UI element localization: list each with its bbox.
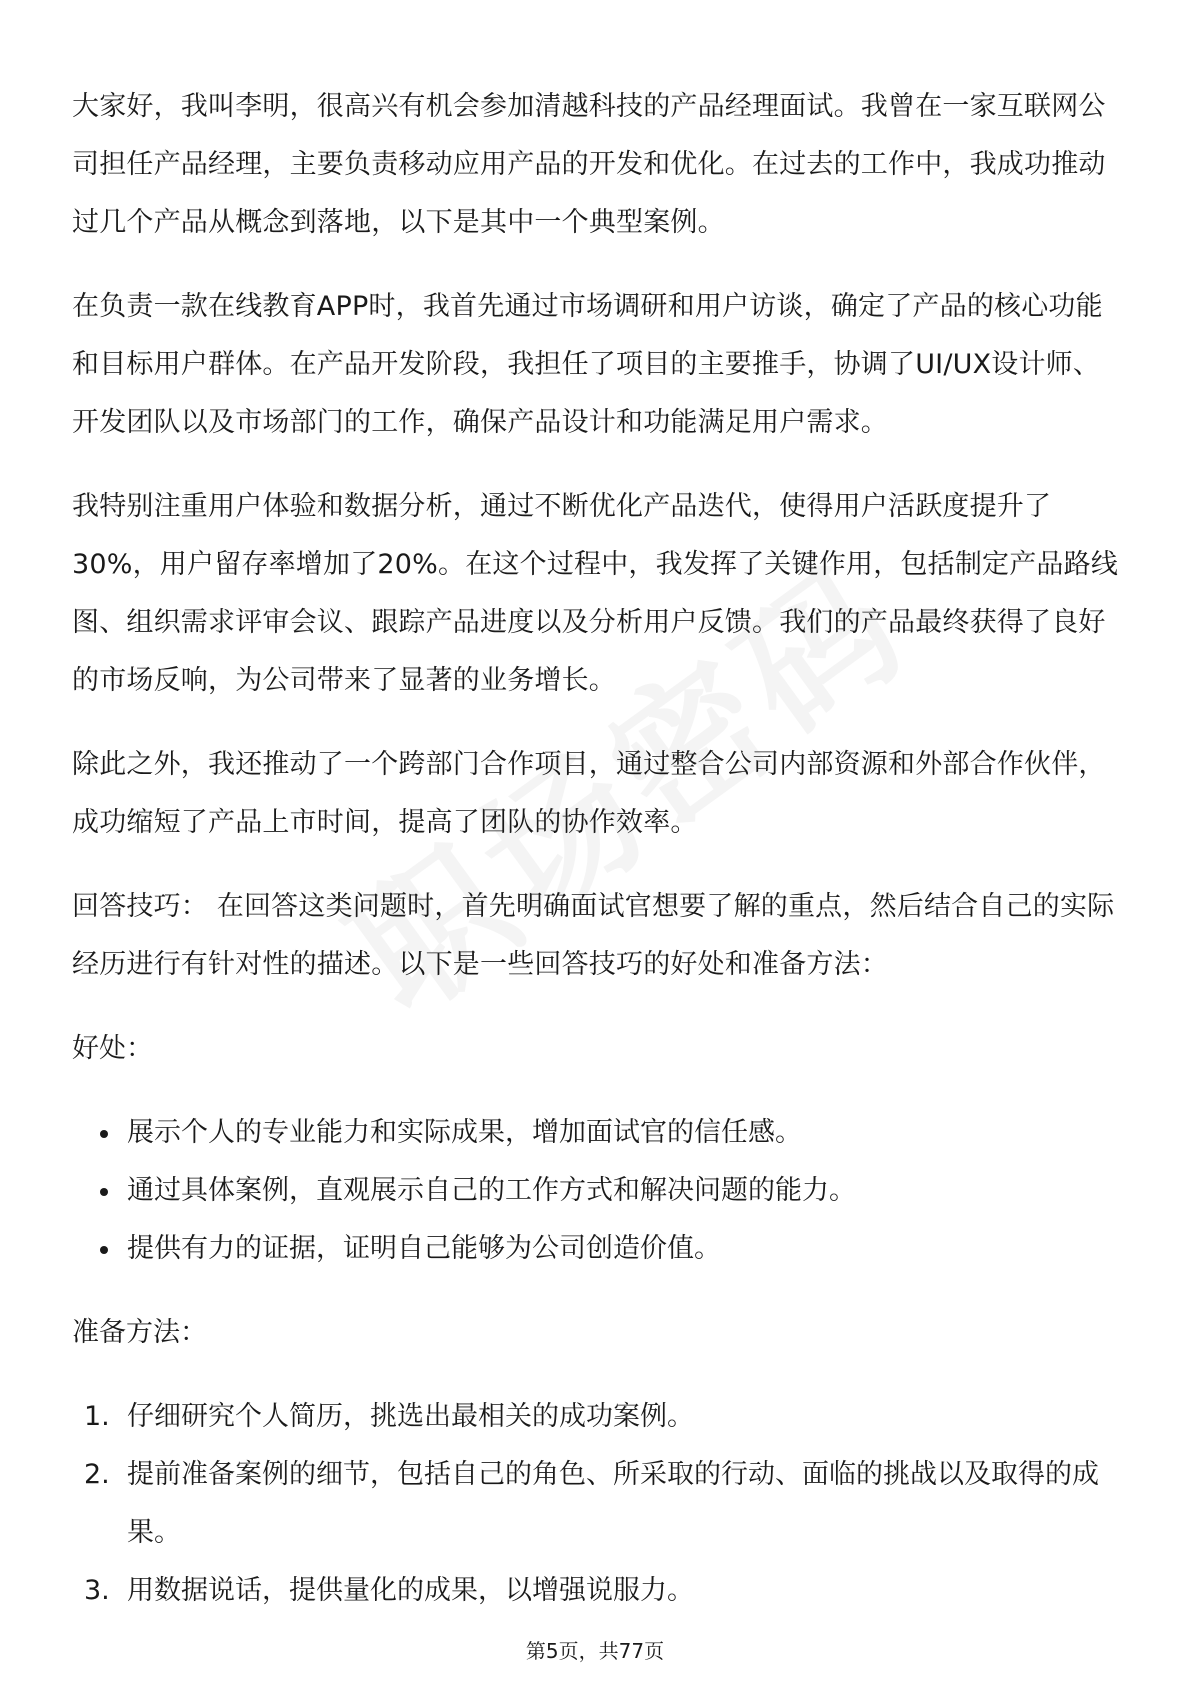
list-item-text: 提前准备案例的细节，包括自己的角色、所采取的行动、面临的挑战以及取得的成果。 (127, 1459, 1099, 1548)
bullet-icon (100, 1130, 108, 1138)
list-item-text: 仔细研究个人简历，挑选出最相关的成功案例。 (127, 1401, 694, 1432)
benefits-list (72, 1104, 1122, 1278)
paragraph-cross-team: 除此之外，我还推动了一个跨部门合作项目，通过整合公司内部资源和外部合作伙伴，成功缩短了产品上市时间，提高了团队的协作效率。 (72, 749, 1106, 838)
list-number: 1. (84, 1401, 110, 1432)
list-item (72, 1388, 1122, 1446)
bullet-icon (100, 1246, 108, 1254)
list-item (72, 1446, 1122, 1562)
list-number: 2. (84, 1459, 110, 1490)
paragraph-results: 我特别注重用户体验和数据分析，通过不断优化产品迭代，使得用户活跃度提升了30%，用户留存率增加了20%。在这个过程中，我发挥了关键作用，包括制定产品路线图、组织需求评审会议、跟踪产品进度以及分析用户反馈。我们的产品最终获得了良好的市场反响，为公司带来了显著的业务增长。 (72, 491, 1119, 696)
document-body (72, 78, 1122, 1620)
list-item-text: 用数据说话，提供量化的成果，以增强说服力。 (127, 1575, 694, 1606)
paragraph-intro: 大家好，我叫李明，很高兴有机会参加清越科技的产品经理面试。我曾在一家互联网公司担任产品经理，主要负责移动应用产品的开发和优化。在过去的工作中，我成功推动过几个产品从概念到落地，以下是其中一个典型案例。 (72, 91, 1106, 238)
list-item (72, 1562, 1122, 1620)
page-number: 第5页，共77页 (525, 1639, 665, 1663)
list-item-text: 通过具体案例，直观展示自己的工作方式和解决问题的能力。 (127, 1175, 856, 1206)
list-number: 3. (84, 1575, 110, 1606)
paragraph-tips: 回答技巧： 在回答这类问题时，首先明确面试官想要了解的重点，然后结合自己的实际经历进行有针对性的描述。以下是一些回答技巧的好处和准备方法： (72, 891, 1115, 980)
list-item (72, 1104, 1122, 1162)
preparation-heading: 准备方法： (72, 1317, 207, 1348)
list-item-text: 展示个人的专业能力和实际成果，增加面试官的信任感。 (127, 1117, 802, 1148)
benefits-heading: 好处： (72, 1033, 153, 1064)
list-item (72, 1162, 1122, 1220)
list-item-text: 提供有力的证据，证明自己能够为公司创造价值。 (127, 1233, 721, 1264)
preparation-list (72, 1388, 1122, 1620)
bullet-icon (100, 1188, 108, 1196)
paragraph-case: 在负责一款在线教育APP时，我首先通过市场调研和用户访谈，确定了产品的核心功能和目标用户群体。在产品开发阶段，我担任了项目的主要推手，协调了UI/UX设计师、开发团队以及市场部门的工作，确保产品设计和功能满足用户需求。 (72, 291, 1103, 438)
list-item (72, 1220, 1122, 1278)
